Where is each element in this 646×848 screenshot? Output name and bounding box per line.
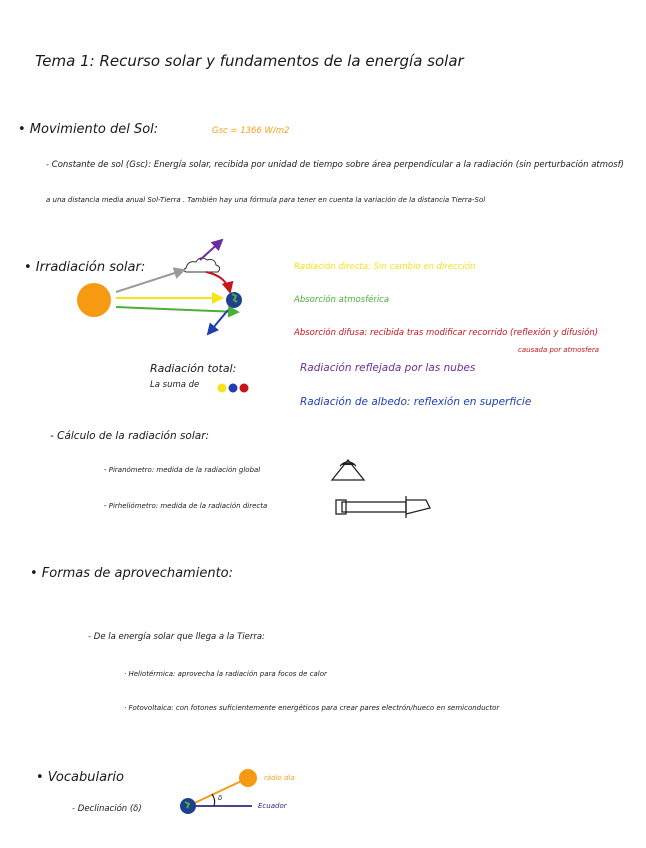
bullet-irradiacion: • Irradiación solar:: [24, 260, 146, 275]
legend-2: Absorción difusa: recibida tras modificar recorrido (reflexión y difusión): [294, 328, 599, 338]
legend-0: Radiación directa: Sin cambio en dirección: [294, 262, 476, 272]
sun-small-icon: [239, 769, 257, 787]
bullet-formas: • Formas de aprovechamiento:: [30, 566, 233, 581]
constante-line-2: a una distancia media anual Sol-Tierra . También hay una fórmula para tener en cuenta la variación de la distancia Tierra-Sol: [46, 196, 486, 204]
sun-label: rádio dia: [264, 774, 295, 782]
heliotermica-line: · Heliotérmica: aprovecha la radiación para focos de calor: [124, 670, 327, 678]
declinacion-label: - Declinación (δ): [72, 804, 142, 814]
gsc-value: Gsc = 1366 W/m2: [212, 126, 290, 136]
legend-3: Radiación reflejada por las nubes: [300, 362, 476, 374]
bullet-movimiento: • Movimiento del Sol:: [18, 122, 159, 137]
constante-line-1: - Constante de sol (Gsc): Energía solar, recibida por unidad de tiempo sobre área perpendicular a la radiación (sin perturbación atmosf): [46, 160, 624, 170]
difusa-note: causada por atmosfera: [518, 346, 600, 354]
ecuador-label: Ecuador: [258, 802, 287, 810]
total-label: Radiación total:: [150, 362, 237, 375]
pyranometer-text: - Piranómetro: medida de la radiación global: [104, 466, 261, 474]
fotovoltaica-line: · Fotovoltaica: con fotones suficientemente energéticos para crear pares electrón/hueco en semiconductor: [124, 704, 500, 712]
legend-4: Radiación de albedo: reflexión en superficie: [300, 396, 532, 408]
delta-label: δ: [218, 794, 223, 802]
energia-line: - De la energía solar que llega a la Tierra:: [88, 632, 265, 642]
calculo-header: - Cálculo de la radiación solar:: [50, 430, 210, 442]
page-title: Tema 1: Recurso solar y fundamentos de la energía solar: [35, 52, 464, 70]
total-sum: La suma de: [150, 380, 200, 390]
legend-1: Absorción atmosférica: [294, 295, 390, 305]
delta-arc: [212, 794, 215, 806]
pyrheliometer-text: - Pirheliómetro: medida de la radiación directa: [104, 502, 268, 510]
bullet-vocabulario: • Vocabulario: [36, 770, 124, 785]
